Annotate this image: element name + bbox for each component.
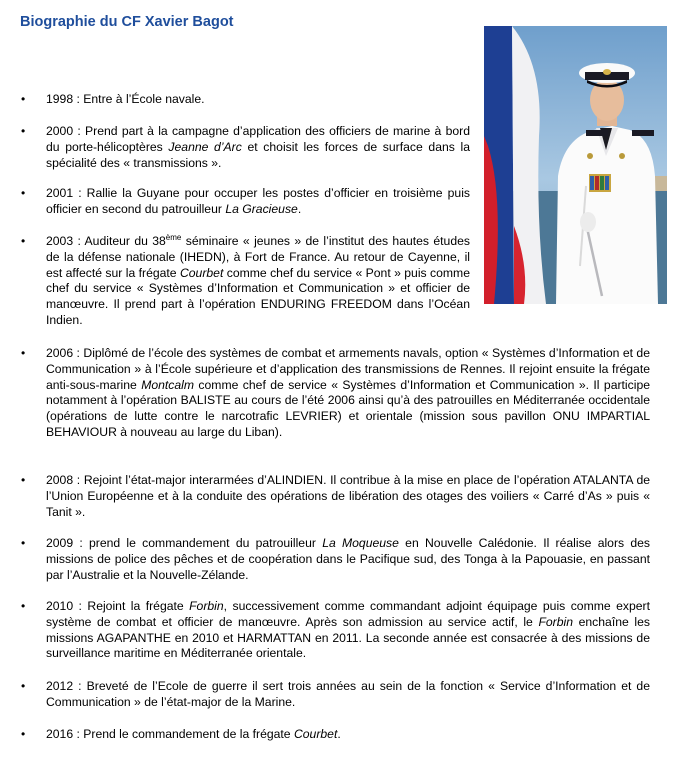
page-title: Biographie du CF Xavier Bagot bbox=[20, 14, 234, 30]
biography-entry: • 2000 : Prend part à la campagne d’application des officiers de marine à bord du porte-hélicoptères Jeanne d’Arc et choisit les forces de surface dans la spécialité des « transmissions ». bbox=[46, 124, 470, 171]
biography-entry: • 2008 : Rejoint l’état-major interarmées d’ALINDIEN. Il contribue à la mise en place de l’opération ATALANTA de l’Union Européenne et à la conduite des opérations de libération des otages des voiliers « Carré d’As » puis « Tanit ». bbox=[46, 473, 650, 520]
biography-entry: • 1998 : Entre à l’École navale. bbox=[46, 92, 466, 108]
biography-entry: • 2001 : Rallie la Guyane pour occuper les postes d’officier en troisième puis officier en second du patrouilleur La Gracieuse. bbox=[46, 186, 470, 218]
biography-entry: • 2012 : Breveté de l’Ecole de guerre il sert trois années au sein de la fonction « Service d’Information et de Communication » de l’état-major de la Marine. bbox=[46, 679, 650, 711]
biography-entry: • 2016 : Prend le commandement de la frégate Courbet. bbox=[46, 727, 650, 743]
biography-entry: • 2006 : Diplômé de l’école des systèmes de combat et armements navals, option « Systèmes d’Information et de Communication » à l’École supérieure et d’application des transmissions de Rennes. Il rejoint ensuite la frégate anti-sous-marine Montcalm comme chef de service « Systèmes d’Information et Communication ». Il participe notamment à l’opération BALISTE au cours de l’été 2006 ainsi qu’à des patrouilles en Méditerranée occidentale (opérations de lutte contre le narcotrafic LEVRIER) et orientale (mission sous pavillon ONU IMPARTIAL BEHAVIOUR à nouveau au large du Liban). bbox=[46, 346, 650, 441]
officer-portrait-photo bbox=[484, 26, 667, 304]
biography-entry: • 2010 : Rejoint la frégate Forbin, successivement comme commandant adjoint équipage puis comme expert système de combat et officier de manœuvre. Après son admission au service actif, le Forbin enchaîne les missions AGAPANTHE en 2010 et HARMATTAN en 2011. La seconde année est consacrée à des missions de surveillance maritime en Méditerranée orientale. bbox=[46, 599, 650, 662]
biography-entry: • 2003 : Auditeur du 38ème séminaire « jeunes » de l’institut des hautes études de la défense nationale (IHEDN), à Fort de France. Au retour de Cayenne, il est affecté sur la frégate Courbet comme chef du service « Pont » puis comme chef du service « Systèmes d’Information et Communication » et officier de manœuvre. Il prend part à l’opération ENDURING FREEDOM dans l’Océan Indien. bbox=[46, 234, 470, 329]
biography-entry: • 2009 : prend le commandement du patrouilleur La Moqueuse en Nouvelle Calédonie. Il réalise alors des missions de police des pêches et de coopération dans le Pacifique sud, des Tonga à la Papouasie, en passant par l’Australie et la Nouvelle-Zélande. bbox=[46, 536, 650, 583]
